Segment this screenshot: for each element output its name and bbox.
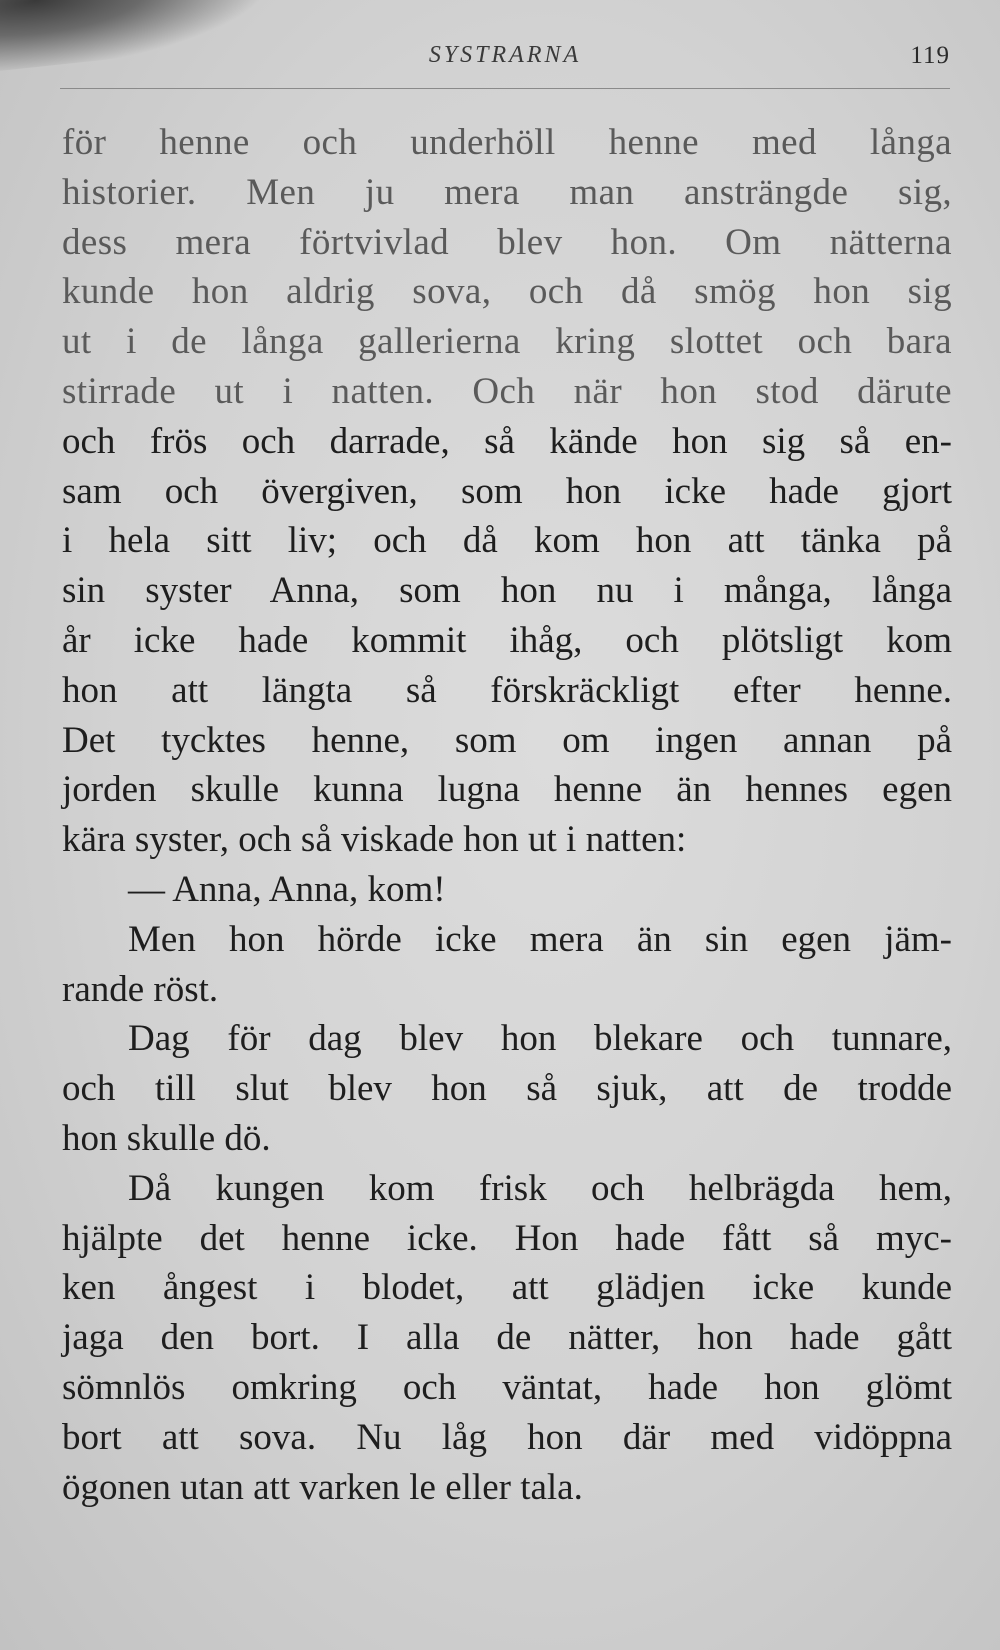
text-line: kunde hon aldrig sova, och då smög hon sig	[62, 271, 952, 313]
paragraph-first-line: Men hon hörde icke mera än sin egen jäm-	[128, 918, 952, 960]
text-line: år icke hade kommit ihåg, och plötsligt kom	[62, 619, 952, 661]
text-line: ögonen utan att varken le eller tala.	[62, 1466, 583, 1508]
text-line: historier. Men ju mera man ansträngde sig,	[62, 171, 952, 213]
text-line: kära syster, och så viskade hon ut i natten:	[62, 819, 687, 861]
text-line: ut i de långa gallerierna kring slottet och bara	[62, 321, 952, 363]
text-line: hon att längta så förskräckligt efter henne.	[62, 669, 952, 711]
text-line: hon skulle dö.	[62, 1117, 271, 1159]
body-text	[62, 118, 952, 1512]
text-line: dess mera förtvivlad blev hon. Om nätterna	[62, 221, 952, 263]
running-title: SYSTRARNA	[428, 42, 582, 68]
text-line: jorden skulle kunna lugna henne än hennes egen	[62, 769, 952, 811]
text-line: ken ångest i blodet, att glädjen icke kunde	[62, 1267, 952, 1309]
text-line: för henne och underhöll henne med långa	[62, 122, 952, 163]
text-line: jaga den bort. I alla de nätter, hon hade gått	[62, 1317, 952, 1359]
text-line: och till slut blev hon så sjuk, att de trodde	[62, 1068, 952, 1110]
text-line: bort att sova. Nu låg hon där med vidöppna	[62, 1416, 952, 1458]
header-rule	[60, 88, 950, 89]
paragraph-first-line: Dag för dag blev hon blekare och tunnare,	[128, 1018, 952, 1060]
page-header	[60, 38, 950, 78]
text-line: rande röst.	[62, 968, 219, 1010]
text-line: sam och övergiven, som hon icke hade gjort	[62, 470, 952, 512]
text-line: i hela sitt liv; och då kom hon att tänka på	[62, 520, 952, 562]
text-line: stirrade ut i natten. Och när hon stod därute	[62, 370, 952, 412]
paragraph-first-line: Då kungen kom frisk och helbrägda hem,	[128, 1167, 952, 1209]
text-line: Det tycktes henne, som om ingen annan på	[62, 719, 952, 761]
text-line: sin syster Anna, som hon nu i många, långa	[62, 570, 952, 612]
dialogue-line: — Anna, Anna, kom!	[128, 868, 446, 910]
text-line: sömnlös omkring och väntat, hade hon glömt	[62, 1366, 952, 1408]
text-line: och frös och darrade, så kände hon sig så en-	[62, 420, 952, 462]
page-number: 119	[910, 42, 950, 69]
text-line: hjälpte det henne icke. Hon hade fått så myc-	[62, 1217, 952, 1259]
